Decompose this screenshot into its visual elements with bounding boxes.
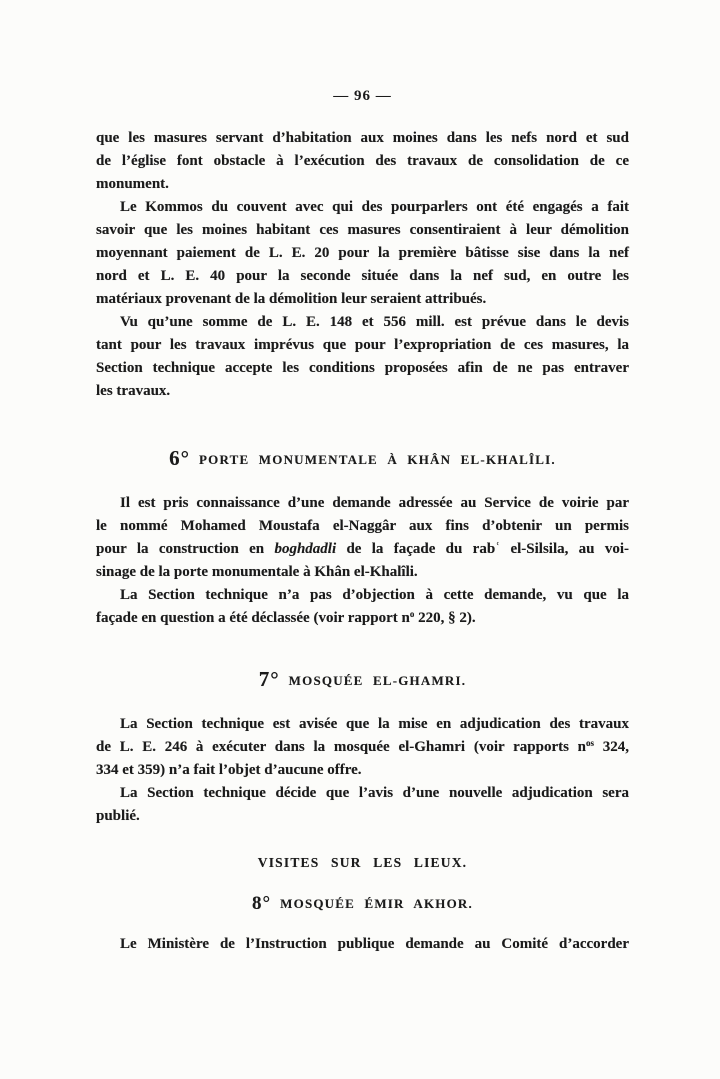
text-line xyxy=(96,538,629,561)
superscript-ordinal: o xyxy=(409,609,415,619)
section-title: MOSQUÉE EL-GHAMRI. xyxy=(288,673,467,688)
text-line: publié. xyxy=(96,808,140,824)
text-line xyxy=(96,736,629,759)
section-number: 6° xyxy=(169,446,191,470)
section-heading-porte-monumentale xyxy=(96,445,629,471)
text-line: matériaux provenant de la démolition leur seraient attribués. xyxy=(96,291,487,307)
text-line: Le Kommos du couvent avec qui des pourparlers ont été engagés a fait xyxy=(120,199,629,215)
text-line: nord et L. E. 40 pour la seconde située dans la nef sud, en outre les xyxy=(96,268,629,284)
text-line: le nommé Mohamed Moustafa el-Naggâr aux fins d’obtenir un permis xyxy=(96,518,629,534)
superscript-ordinal: os xyxy=(586,738,595,748)
text-segment: 220, § 2). xyxy=(414,610,476,626)
text-line: Section technique accepte les conditions proposées afin de ne pas entraver xyxy=(96,360,629,376)
text-line: La Section technique décide que l’avis d’une nouvelle adjudication sera xyxy=(120,785,629,801)
paragraph-devis xyxy=(96,311,629,403)
text-line: de l’église font obstacle à l’exécution des travaux de consolidation de ce xyxy=(96,153,629,169)
paragraph-ministere-instruction xyxy=(96,933,629,956)
text-segment: de L. E. 246 à exécuter dans la mosquée el-Ghamri (voir rapports n xyxy=(96,739,587,755)
paragraph-pas-objection xyxy=(96,584,629,630)
text-line: monument. xyxy=(96,176,169,192)
paragraph-nouvelle-adjudication xyxy=(96,782,629,828)
text-column xyxy=(96,0,629,956)
section-number: 8° xyxy=(252,893,272,914)
page-number: — 96 — xyxy=(333,88,392,104)
text-segment: pour la construction en xyxy=(96,541,275,557)
section-heading-mosquee-emir-akhor xyxy=(96,892,629,916)
text-line: que les masures servant d’habitation aux moines dans les nefs nord et sud xyxy=(96,130,629,146)
text-line: Vu qu’une somme de L. E. 148 et 556 mill. est prévue dans le devis xyxy=(120,314,629,330)
text-line: sinage de la porte monumentale à Khân el-Khalîli. xyxy=(96,564,418,580)
text-line: La Section technique est avisée que la mise en adjudication des travaux xyxy=(120,716,629,732)
text-line: moyennant paiement de L. E. 20 pour la première bâtisse sise dans la nef xyxy=(96,245,629,261)
italic-term-boghdadli: boghdadli xyxy=(274,541,337,557)
section-title: PORTE MONUMENTALE À KHÂN EL-KHALÎLI. xyxy=(199,452,556,467)
text-line: les travaux. xyxy=(96,383,171,399)
text-line: Il est pris connaissance d’une demande adressée au Service de voirie par xyxy=(120,495,629,511)
paragraph-consolidation xyxy=(96,127,629,196)
paragraph-kommos xyxy=(96,196,629,311)
paragraph-demande-voirie xyxy=(96,492,629,584)
section-heading-visites-sur-les-lieux: VISITES SUR LES LIEUX. xyxy=(257,855,468,870)
text-line: tant pour les travaux imprévus que pour l’expropriation de ces masures, la xyxy=(96,337,629,353)
text-segment: façade en question a été déclassée (voir rapport n xyxy=(96,610,410,626)
text-segment: de la façade du rabʿ el-Silsila, au voi- xyxy=(336,541,629,557)
text-line: savoir que les moines habitant ces masures consentiraient à leur démolition xyxy=(96,222,629,238)
text-segment: 324, xyxy=(594,739,630,755)
section-number: 7° xyxy=(258,667,280,691)
text-line: La Section technique n’a pas d’objection à cette demande, vu que la xyxy=(120,587,629,603)
text-line: Le Ministère de l’Instruction publique demande au Comité d’accorder xyxy=(120,936,629,952)
text-line xyxy=(96,607,629,630)
section-heading-mosquee-el-ghamri xyxy=(96,666,629,692)
section-title: MOSQUÉE ÉMIR AKHOR. xyxy=(280,896,473,911)
paragraph-adjudication xyxy=(96,713,629,782)
text-line: 334 et 359) n’a fait l’objet d’aucune offre. xyxy=(96,762,362,778)
